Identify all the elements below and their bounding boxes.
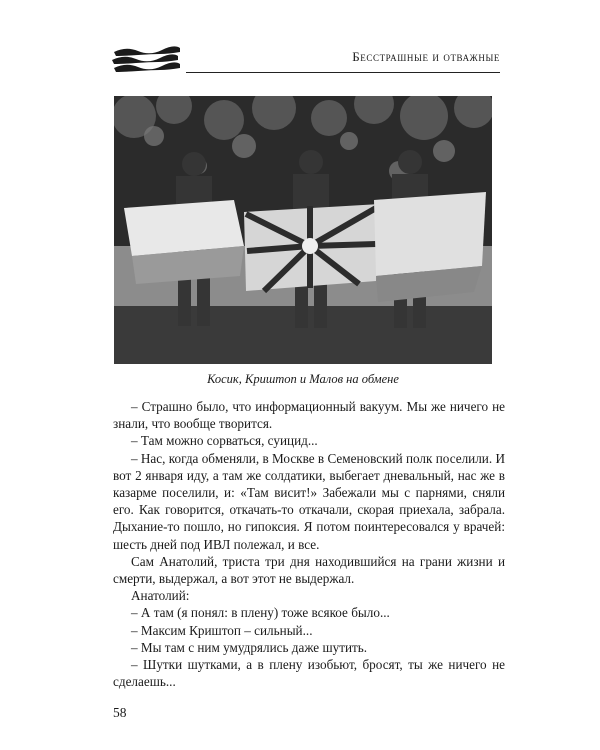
paragraph: – Страшно было, что информационный вакуум. Мы же ничего не знали, что вообще творится.	[113, 399, 505, 432]
paragraph: – Мы там с ним умудрялись даже шутить.	[131, 639, 368, 655]
paragraph: – Нас, когда обменяли, в Москве в Семеновский полк поселили. И вот 2 января иду, а там же солдатики, выбегает дневальный, нас же в казарме поселили, и: «Там висит!» Забежали мы с парнями, сняли его. Как говорится, откачать-то откачали, скорая приехала, забрала. Дыхание-то пошло, но гипоксия. Я потом поинтересовался у врачей: шесть дней под ИВЛ полежал, и все.	[113, 450, 505, 552]
paragraph: – Шутки шутками, а в плену изобьют, бросят, ты же ничего не сделаешь...	[113, 657, 505, 690]
page-number: 58	[113, 705, 127, 720]
body-text	[113, 398, 505, 690]
paragraph: – А там (я понял: в плену) тоже всякое было...	[131, 605, 390, 621]
ribbon-logo-icon	[112, 44, 182, 76]
paragraph: – Максим Криштоп – сильный...	[131, 622, 313, 638]
page-header	[112, 44, 500, 78]
paragraph: – Там можно сорваться, суицид...	[131, 433, 318, 449]
paragraph: Сам Анатолий, триста три дня находившийся на грани жизни и смерти, выдержал, а вот этот не выдержал.	[113, 553, 505, 587]
paragraph: Анатолий:	[131, 588, 190, 604]
photo-caption: Косик, Криштоп и Малов на обмене	[207, 372, 399, 386]
photo	[114, 96, 492, 364]
header-rule	[186, 72, 500, 73]
running-title: Бесстрашные и отважные	[352, 49, 500, 64]
